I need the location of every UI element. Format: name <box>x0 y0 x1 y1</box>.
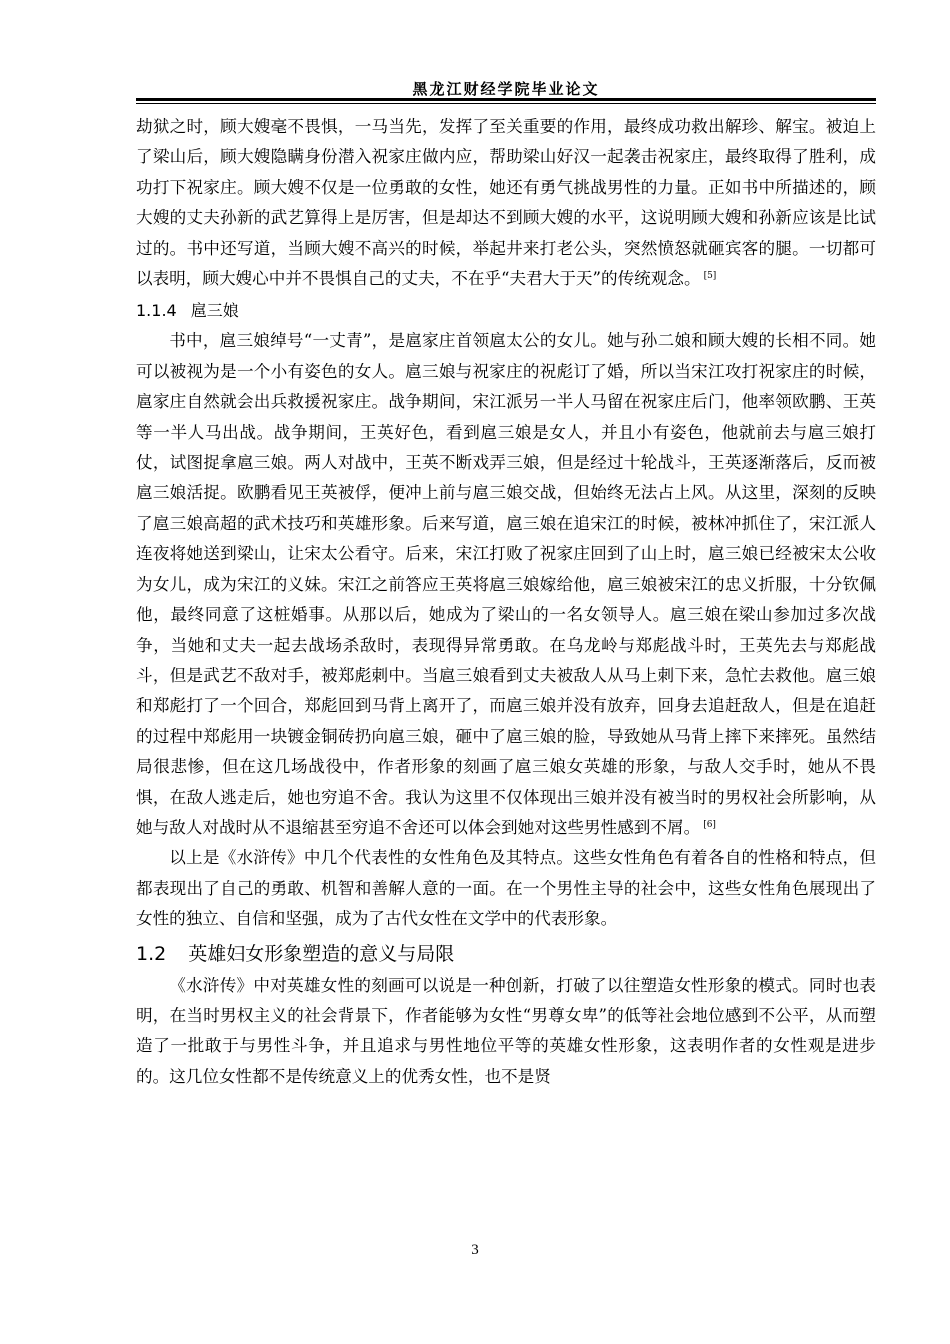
section-title: 扈三娘 <box>190 301 239 321</box>
page-body <box>136 112 876 1092</box>
citation-6: [6] <box>703 819 716 830</box>
running-header: 黑龙江财经学院毕业论文 <box>412 80 600 98</box>
section-number: 1.2 <box>136 942 167 965</box>
citation-5: [5] <box>703 271 717 282</box>
paragraph-2 <box>136 326 876 843</box>
paragraph-1-text: 劫狱之时，顾大嫂毫不畏惧，一马当先，发挥了至关重要的作用，最终成功救出解珍、解宝。被迫上了梁山后，顾大嫂隐瞒身份潜入祝家庄做内应，帮助梁山好汉一起袭击祝家庄，最终取得了胜利，成功打下祝家庄。顾大嫂不仅是一位勇敢的女性，她还有勇气挑战男性的力量。正如书中所描述的，顾大嫂的丈夫孙新的武艺算得上是厉害，但是却达不到顾大嫂的水平，这说明顾大嫂和孙新应该是比试过的。书中还写道，当顾大嫂不高兴的时候，举起井来打老公头，突然愤怒就砸宾客的腿。一切都可以表明，顾大嫂心中并不畏惧自己的丈夫，不在乎“夫君大于天”的传统观念。 <box>136 117 876 289</box>
header-rule-thin <box>136 103 876 104</box>
section-title: 英雄妇女形象塑造的意义与局限 <box>188 942 455 965</box>
section-heading-1-2 <box>136 937 876 971</box>
paragraph-4: 《水浒传》中对英雄女性的刻画可以说是一种创新，打破了以往塑造女性形象的模式。同时也表明，在当时男权主义的社会背景下，作者能够为女性“男尊女卑”的低等社会地位感到不公平，从而塑造了一批敢于与男性斗争，并且追求与男性地位平等的英雄女性形象，这表明作者的女性观是进步的。这几位女性都不是传统意义上的优秀女性，也不是贤 <box>136 975 876 1086</box>
header-rule-thick <box>136 98 876 101</box>
paragraph-3: 以上是《水浒传》中几个代表性的女性角色及其特点。这些女性角色有着各自的性格和特点，但都表现出了自己的勇敢、机智和善解人意的一面。在一个男性主导的社会中，这些女性角色展现出了女性的独立、自信和坚强，成为了古代女性在文学中的代表形象。 <box>136 848 876 929</box>
page-number: 3 <box>471 1242 479 1258</box>
section-number: 1.1.4 <box>136 301 177 321</box>
paragraph-1 <box>136 112 876 294</box>
section-heading-1-1-4 <box>136 296 876 326</box>
paragraph-2-text: 书中，扈三娘绰号“一丈青”，是扈家庄首领扈太公的女儿。她与孙二娘和顾大嫂的长相不同。她可以被视为是一个小有姿色的女人。扈三娘与祝家庄的祝彪订了婚，所以当宋江攻打祝家庄的时候，扈家庄自然就会出兵救援祝家庄。战争期间，宋江派另一半人马留在祝家庄后门，他率领欧鹏、王英等一半人马出战。战争期间，王英好色，看到扈三娘是女人，并且小有姿色，他就前去与扈三娘打仗，试图捉拿扈三娘。两人对战中，王英不断戏弄三娘，但是经过十轮战斗，王英逐渐落后，反而被扈三娘活捉。欧鹏看见王英被俘，便冲上前与扈三娘交战，但始终无法占上风。从这里，深刻的反映了扈三娘高超的武术技巧和英雄形象。后来写道，扈三娘在追宋江的时候，被林冲抓住了，宋江派人连夜将她送到梁山，让宋太公看守。后来，宋江打败了祝家庄回到了山上时，扈三娘已经被宋太公收为女儿，成为宋江的义妹。宋江之前答应王英将扈三娘嫁给他，扈三娘被宋江的忠义折服，十分钦佩他，最终同意了这桩婚事。从那以后，她成为了梁山的一名女领导人。扈三娘在梁山参加过多次战争，当她和丈夫一起去战场杀敌时，表现得异常勇敢。在乌龙岭与郑彪战斗时，王英先去与郑彪战斗，但是武艺不敌对手，被郑彪刺中。当扈三娘看到丈夫被敌人从马上刺下来，急忙去救他。扈三娘和郑彪打了一个回合，郑彪回到马背上离开了，而扈三娘并没有放弃，回身去追赶敌人，但是在追赶的过程中郑彪用一块镀金铜砖扔向扈三娘，砸中了扈三娘的脸，导致她从马背上摔下来摔死。虽然结局很悲惨，但在这几场战役中，作者形象的刻画了扈三娘女英雄的形象，与敌人交手时，她从不畏惧，在敌人逃走后，她也穷追不舍。我认为这里不仅体现出三娘并没有被当时的男权社会所影响，从她与敌人对战时从不退缩甚至穷追不舍还可以体会到她对这些男性感到不屑。 <box>136 331 876 837</box>
